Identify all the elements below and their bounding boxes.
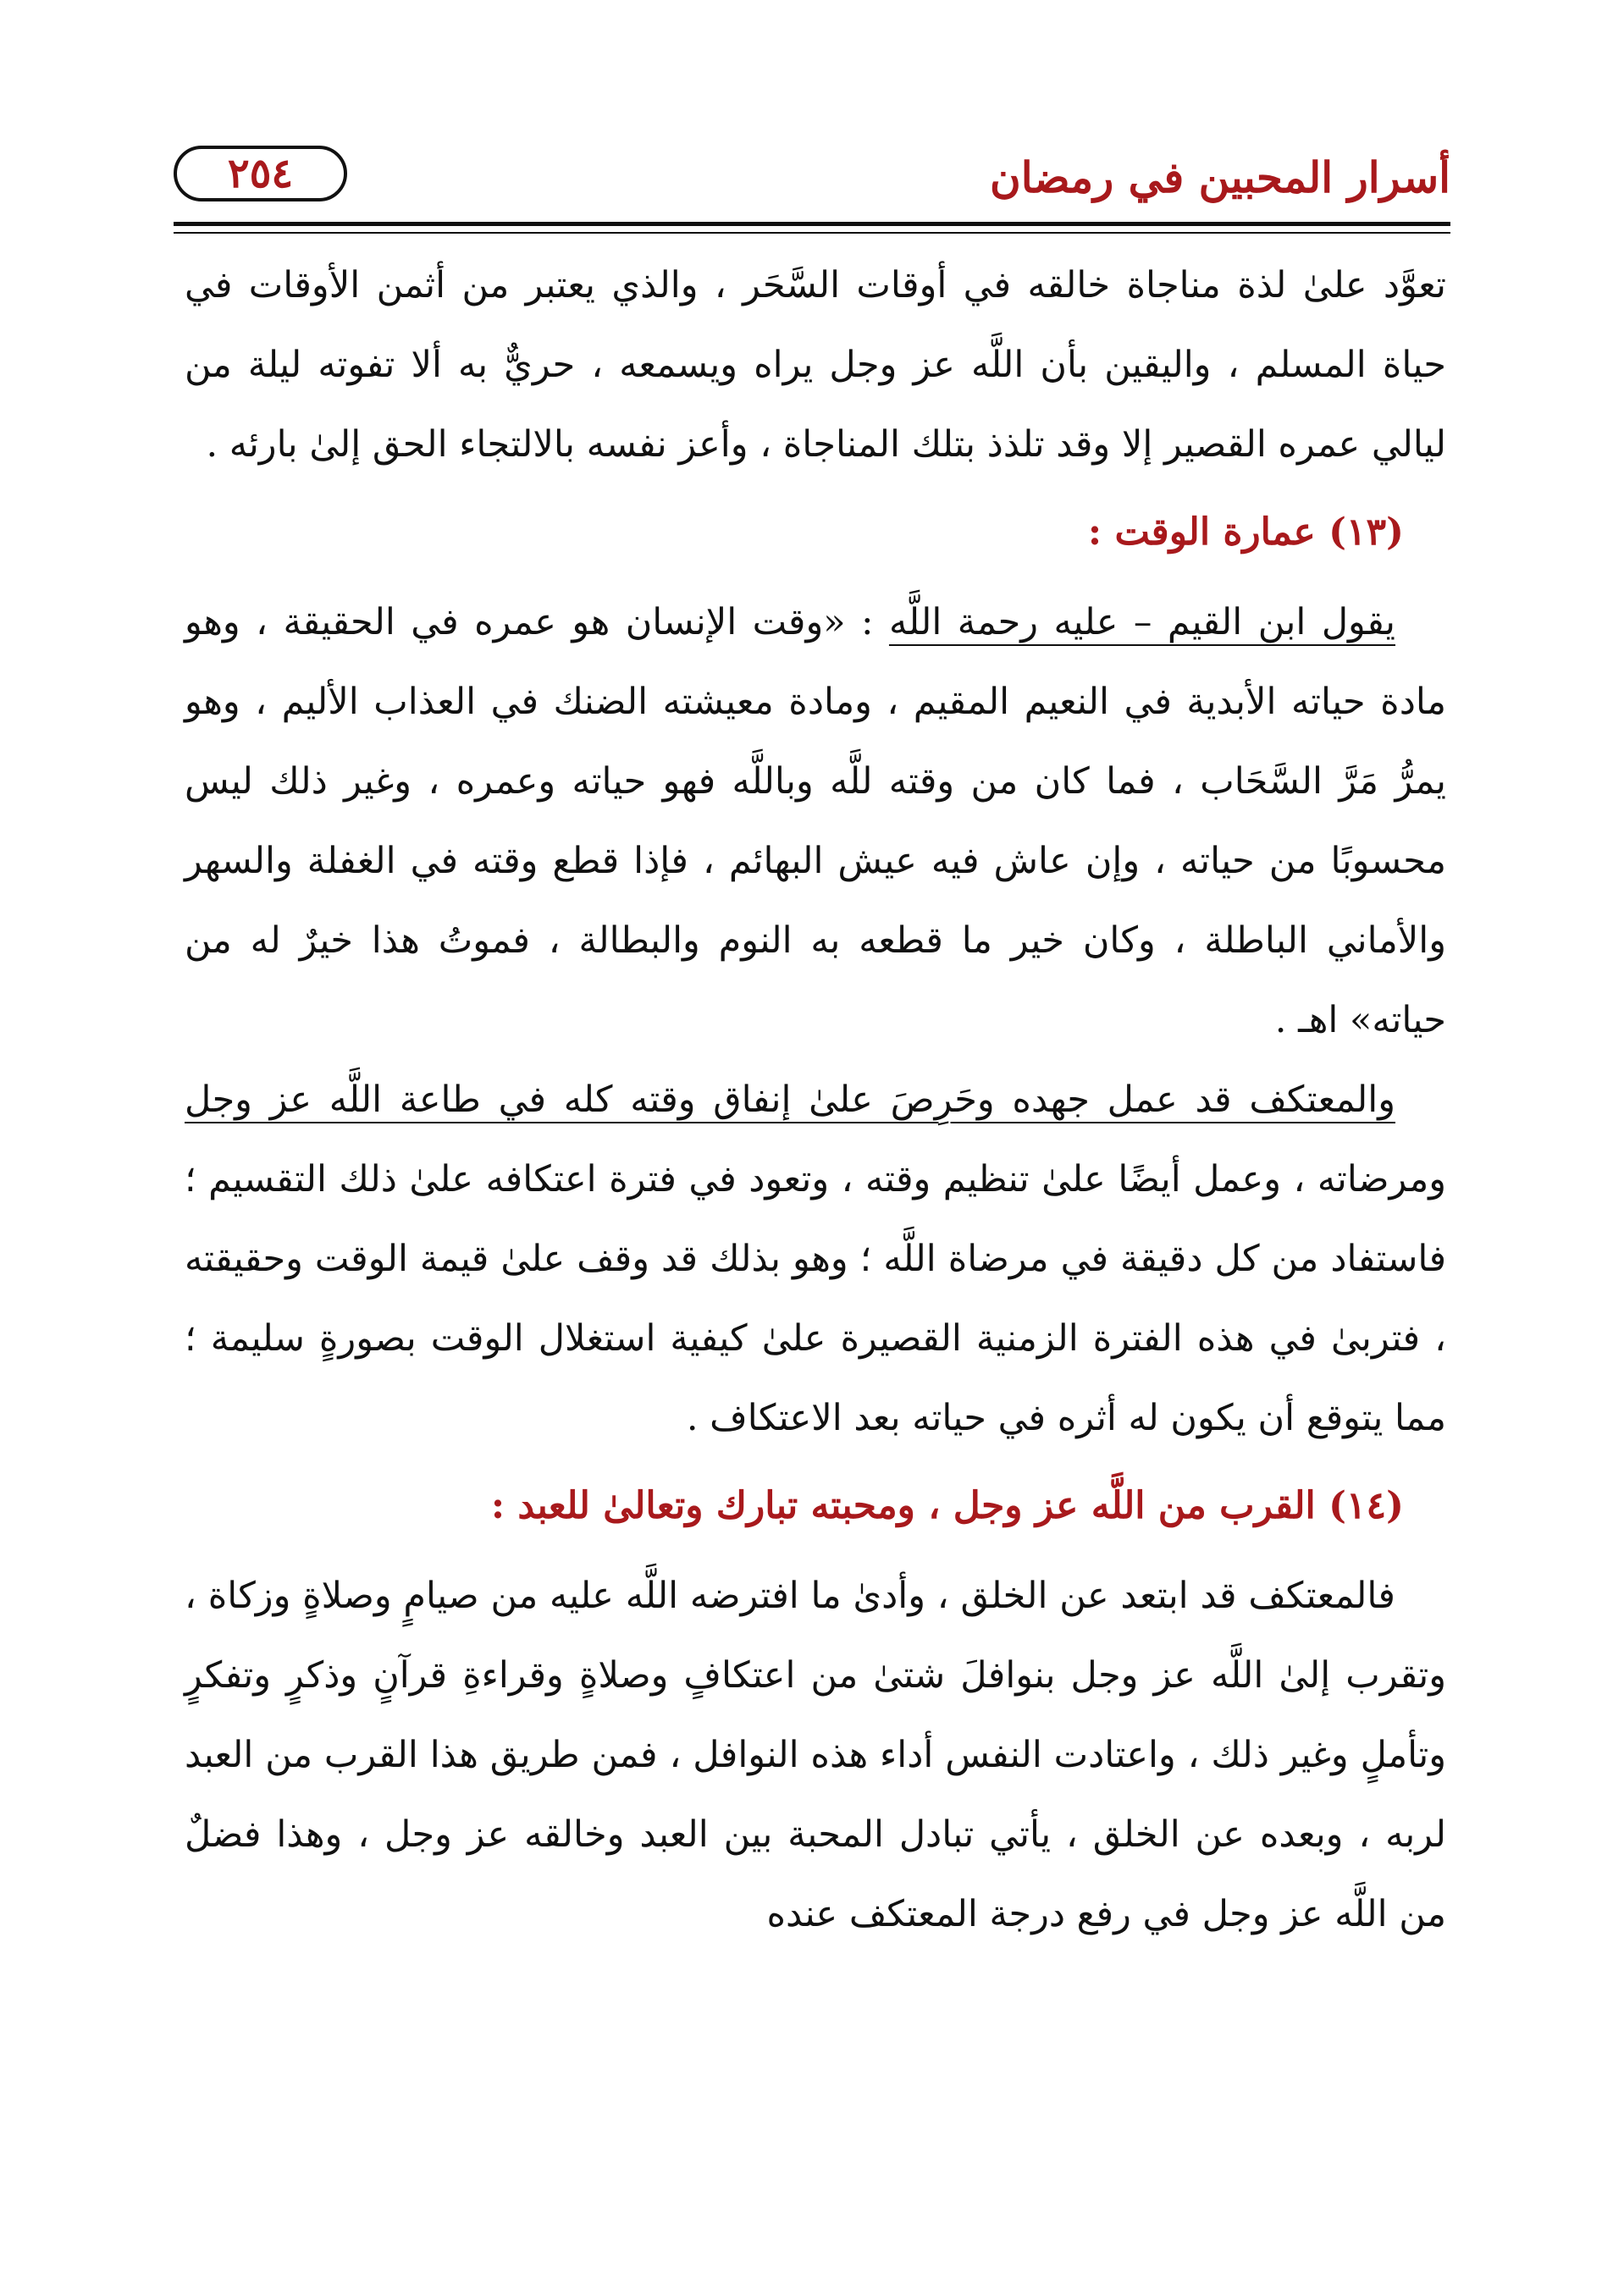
paragraph-2-underlined: يقول ابن القيم – عليه رحمة اللَّه (888, 601, 1395, 643)
heading-14: (١٤) القرب من اللَّه عز وجل ، ومحبته تبارك وتعالىٰ للعبد : (490, 1484, 1404, 1527)
paragraph-2 (185, 582, 1446, 1060)
page-header (174, 127, 1450, 220)
header-rule-thick (174, 222, 1450, 226)
paragraph-3 (185, 1060, 1446, 1458)
heading-13: (١٣) عمارة الوقت : (1087, 511, 1404, 554)
paragraph-2-rest: : «وقت الإنسان هو عمره في الحقيقة ، وهو مادة حياته الأبدية في النعيم المقيم ، ومادة معيشته الضنك في العذاب الأليم ، وهو يمرُّ مَرَّ السَّحَاب ، فما كان من وقته للَّه وباللَّه فهو حياته وعمره ، وغير ذلك ليس محسوبًا من حياته ، وإن عاش فيه عيش البهائم ، فإذا قطع وقته في الغفلة والسهر والأماني الباطلة ، وكان خير ما قطعه به النوم والبطالة ، فموتُ هذا خيرٌ له من حياته» اهـ . (185, 601, 1446, 1041)
header-rule-thin (174, 232, 1450, 234)
page-content (185, 246, 1446, 1954)
page-number-frame (174, 146, 347, 201)
page-number: ٢٥٤ (227, 150, 294, 197)
paragraph-3-rest: ومرضاته ، وعمل أيضًا علىٰ تنظيم وقته ، وتعود في فترة اعتكافه علىٰ ذلك التقسيم ؛ فاستفاد من كل دقيقة في مرضاة اللَّه ؛ وهو بذلك قد وقف علىٰ قيمة الوقت وحقيقته ، فتربىٰ في هذه الفترة الزمنية القصيرة علىٰ كيفية استغلال الوقت بصورةٍ سليمة ؛ مما يتوقع أن يكون له أثره في حياته بعد الاعتكاف . (185, 1158, 1446, 1439)
paragraph-3-underlined: والمعتكف قد عمل جهده وحَرِصَ علىٰ إنفاق وقته كله في طاعة اللَّه عز وجل (185, 1079, 1395, 1121)
paragraph-1: تعوَّد علىٰ لذة مناجاة خالقه في أوقات السَّحَر ، والذي يعتبر من أثمن الأوقات في حياة المسلم ، واليقين بأن اللَّه عز وجل يراه ويسمعه ، حريٌّ به ألا تفوته ليلة من ليالي عمره القصير إلا وقد تلذذ بتلك المناجاة ، وأعز نفسه بالالتجاء الحق إلىٰ بارئه . (185, 264, 1446, 466)
book-title: أسرار المحبين في رمضان (990, 152, 1450, 202)
paragraph-4: فالمعتكف قد ابتعد عن الخلق ، وأدىٰ ما افترضه اللَّه عليه من صيامٍ وصلاةٍ وزكاة ، وتقرب إلىٰ اللَّه عز وجل بنوافلَ شتىٰ من اعتكافٍ وصلاةٍ وقراءةِ قرآنٍ وذكرٍ وتفكرٍ وتأملٍ وغير ذلك ، واعتادت النفس أداء هذه النوافل ، فمن طريق هذا القرب من العبد لربه ، وبعده عن الخلق ، يأتي تبادل المحبة بين العبد وخالقه عز وجل ، وهذا فضلٌ من اللَّه عز وجل في رفع درجة المعتكف عنده (185, 1575, 1446, 1935)
